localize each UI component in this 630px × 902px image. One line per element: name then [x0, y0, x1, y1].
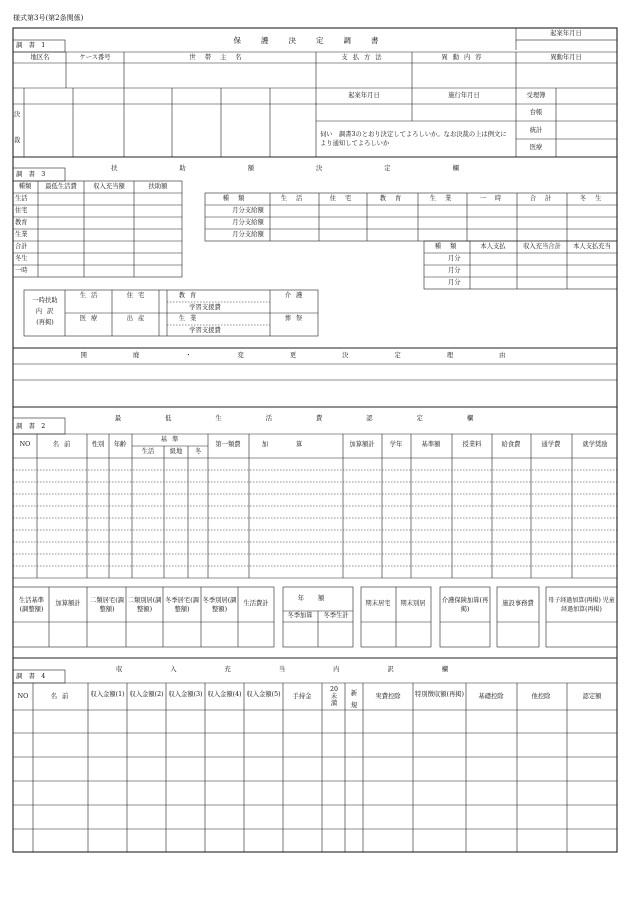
s2-head-base: 基準額: [421, 441, 441, 448]
s2-head-sex: 性別: [91, 441, 105, 448]
s2-head-addition-total: 加算額計: [349, 441, 375, 448]
lump-study-support-1: 学習支援費: [189, 304, 221, 311]
page-title: 保護決定調書: [233, 36, 399, 45]
s2-head-living: 生活: [141, 448, 155, 455]
sum-living-total: 生活費計: [243, 600, 269, 607]
s4-head-special-collection: 特別徴収額(再掲): [415, 691, 464, 698]
s3-left-head-income: 収入充当額: [93, 183, 125, 190]
decision-label: 決裁: [14, 111, 21, 144]
section2-label: 調 書 2: [16, 423, 46, 430]
lump-education: 教育: [178, 292, 202, 299]
s4-head-no: NO: [17, 693, 29, 700]
s2-head-winter: 冬: [194, 448, 202, 455]
s3-row-education: 教育: [15, 219, 28, 226]
medical: 医療: [529, 144, 543, 151]
s3-mid-head-total: 合計: [529, 195, 561, 202]
s3-mid-head-education: 教育: [379, 195, 411, 202]
s3-left-head-min: 最低生活費: [45, 183, 77, 190]
col-case-number: ケース番号: [79, 54, 111, 61]
s4-head-income3: 収入金額(3): [168, 691, 203, 698]
section1-label: 調 書 1: [16, 42, 46, 49]
col-district: 地区名: [30, 54, 50, 61]
start-date-label-top: 起案年月日: [550, 30, 582, 37]
inquiry-text: 伺い 調書3のとおり決定してよろしいか。なお決裁の上は例文により通知してよろしいか: [320, 131, 507, 148]
lump-occupation: 生業: [178, 315, 202, 322]
s2-head-school-aid: 就学奨励: [582, 441, 608, 448]
s3-mid-head-type: 種類: [222, 195, 254, 202]
section3-title: 扶助額決定欄: [111, 165, 521, 172]
s3-right-head-type: 種類: [434, 243, 466, 250]
s4-head-new: 新規: [350, 690, 358, 709]
sum-type2-separate: 二類別居(調整額): [127, 597, 162, 614]
s4-head-under20: 20未満: [329, 686, 338, 708]
s2-head-commute: 通学費: [541, 441, 561, 448]
s3-mid-row-3: 月分支給額: [232, 231, 264, 238]
col-change-content: 異動内容: [441, 54, 487, 61]
facility-cost: 施設事務費: [502, 600, 534, 607]
winter-addition: 冬季加算: [287, 612, 313, 619]
s4-head-cash: 手持金: [292, 693, 312, 700]
s3-row-total: 合計: [15, 243, 28, 250]
form-number: 様式第3号(第2条関係): [13, 14, 84, 22]
col-householder: 世帯主名: [189, 54, 251, 61]
s3-left-head-type: 種類: [18, 183, 32, 190]
s4-head-income1: 収入金額(1): [90, 691, 125, 698]
s3-row-occupation: 生業: [15, 231, 28, 238]
s3-right-head-self: 本人支払: [480, 243, 506, 250]
s3-right-row-3: 月分: [448, 279, 461, 286]
col-change-date: 異動年月日: [550, 54, 582, 61]
start-date-label: 起案年月日: [348, 92, 380, 99]
section4-title: 収入充当内訳欄: [115, 666, 497, 673]
s3-mid-row-2: 月分支給額: [232, 219, 264, 226]
s4-head-actual-cost: 実費控除: [375, 693, 401, 700]
s3-row-winter: 冬生: [15, 255, 28, 262]
lump-housing: 住宅: [126, 292, 150, 299]
sum-addition-total: 加算額計: [55, 600, 81, 607]
s4-head-basic-deduction: 基礎控除: [478, 693, 504, 700]
s2-head-tuition: 授業料: [462, 441, 482, 448]
care-insurance-addition: 介護保険加算(再掲): [441, 597, 489, 614]
lump-funeral: 葬祭: [284, 315, 308, 322]
s4-head-approved: 認定額: [582, 693, 602, 700]
winter-annual: 年額: [297, 595, 339, 602]
winter-living: 冬季生計: [323, 612, 349, 619]
section3-label: 調 書 3: [16, 171, 46, 178]
mother-child-addition: 母子経過加算(再掲) 児童経過加算(再掲): [548, 597, 615, 613]
reason-title: 開廃・変更決定理由: [80, 352, 552, 359]
s3-row-living: 生活: [15, 195, 28, 202]
s2-head-addition: 加算: [261, 441, 331, 448]
col-payment-method: 支払方法: [341, 54, 387, 61]
s2-head-age: 年齢: [113, 441, 127, 448]
s4-head-name: 名前: [50, 693, 74, 700]
s3-right-row-2: 月分: [448, 267, 461, 274]
section4-label: 調 書 4: [16, 673, 46, 680]
s4-head-other-deduction: 他控除: [531, 693, 551, 700]
s3-mid-head-occupation: 生業: [429, 195, 461, 202]
sum-winter-separate: 冬季別居(調整額): [202, 597, 237, 614]
lump-label-1: 一時扶助: [32, 297, 58, 304]
s2-head-grade-year: 学年: [389, 441, 403, 448]
s2-head-type1: 第一類費: [215, 441, 241, 448]
sum-winter-home: 冬季居宅(調整額): [165, 597, 199, 614]
s3-right-head-self-alloc: 本人支払充当: [573, 243, 611, 250]
lump-living: 生活: [79, 292, 103, 299]
statistics: 統計: [529, 127, 543, 134]
lump-label-2: 内訳: [35, 308, 59, 315]
receipt-book: 受理簿: [526, 92, 546, 99]
section2-title: 最低生活費認定欄: [114, 415, 518, 422]
s3-mid-head-living: 生活: [280, 195, 312, 202]
effective-date-label: 施行年月日: [448, 92, 480, 99]
s3-mid-head-housing: 住宅: [329, 195, 361, 202]
s3-row-housing: 住宅: [15, 207, 28, 214]
s2-head-no: NO: [19, 441, 31, 448]
s3-right-head-income-total: 収入充当合計: [523, 243, 561, 250]
sum-living-base: 生活基準(調整額): [18, 597, 45, 614]
lump-birth: 出産: [126, 315, 150, 322]
s3-mid-row-1: 月分支給額: [232, 207, 264, 214]
s4-head-income2: 収入金額(2): [129, 691, 164, 698]
period-end-home: 期末居宅: [365, 600, 391, 607]
sum-type2-home: 二類居宅(調整額): [90, 597, 124, 614]
s3-left-head-aid: 扶助額: [148, 183, 168, 190]
s4-head-income5: 収入金額(5): [246, 691, 281, 698]
period-end-separate: 期末別居: [400, 600, 426, 607]
lump-medical: 医療: [79, 315, 103, 322]
s3-right-row-1: 月分: [448, 255, 461, 262]
s3-row-temporary: 一時: [15, 267, 28, 274]
s2-head-lunch: 給食費: [501, 441, 521, 448]
s2-head-grade: 級地: [169, 448, 183, 455]
s2-head-standard: 基準: [160, 436, 184, 443]
s2-head-name: 名前: [52, 441, 76, 448]
s4-head-income4: 収入金額(4): [207, 691, 242, 698]
lump-study-support-2: 学習支援費: [189, 327, 221, 334]
ledger: 台帳: [529, 109, 543, 116]
lump-care: 介護: [284, 292, 308, 299]
lump-label-3: (再掲): [36, 319, 54, 326]
s3-mid-head-temporary: 一時: [479, 195, 511, 202]
s3-mid-head-winter: 冬生: [579, 195, 611, 202]
